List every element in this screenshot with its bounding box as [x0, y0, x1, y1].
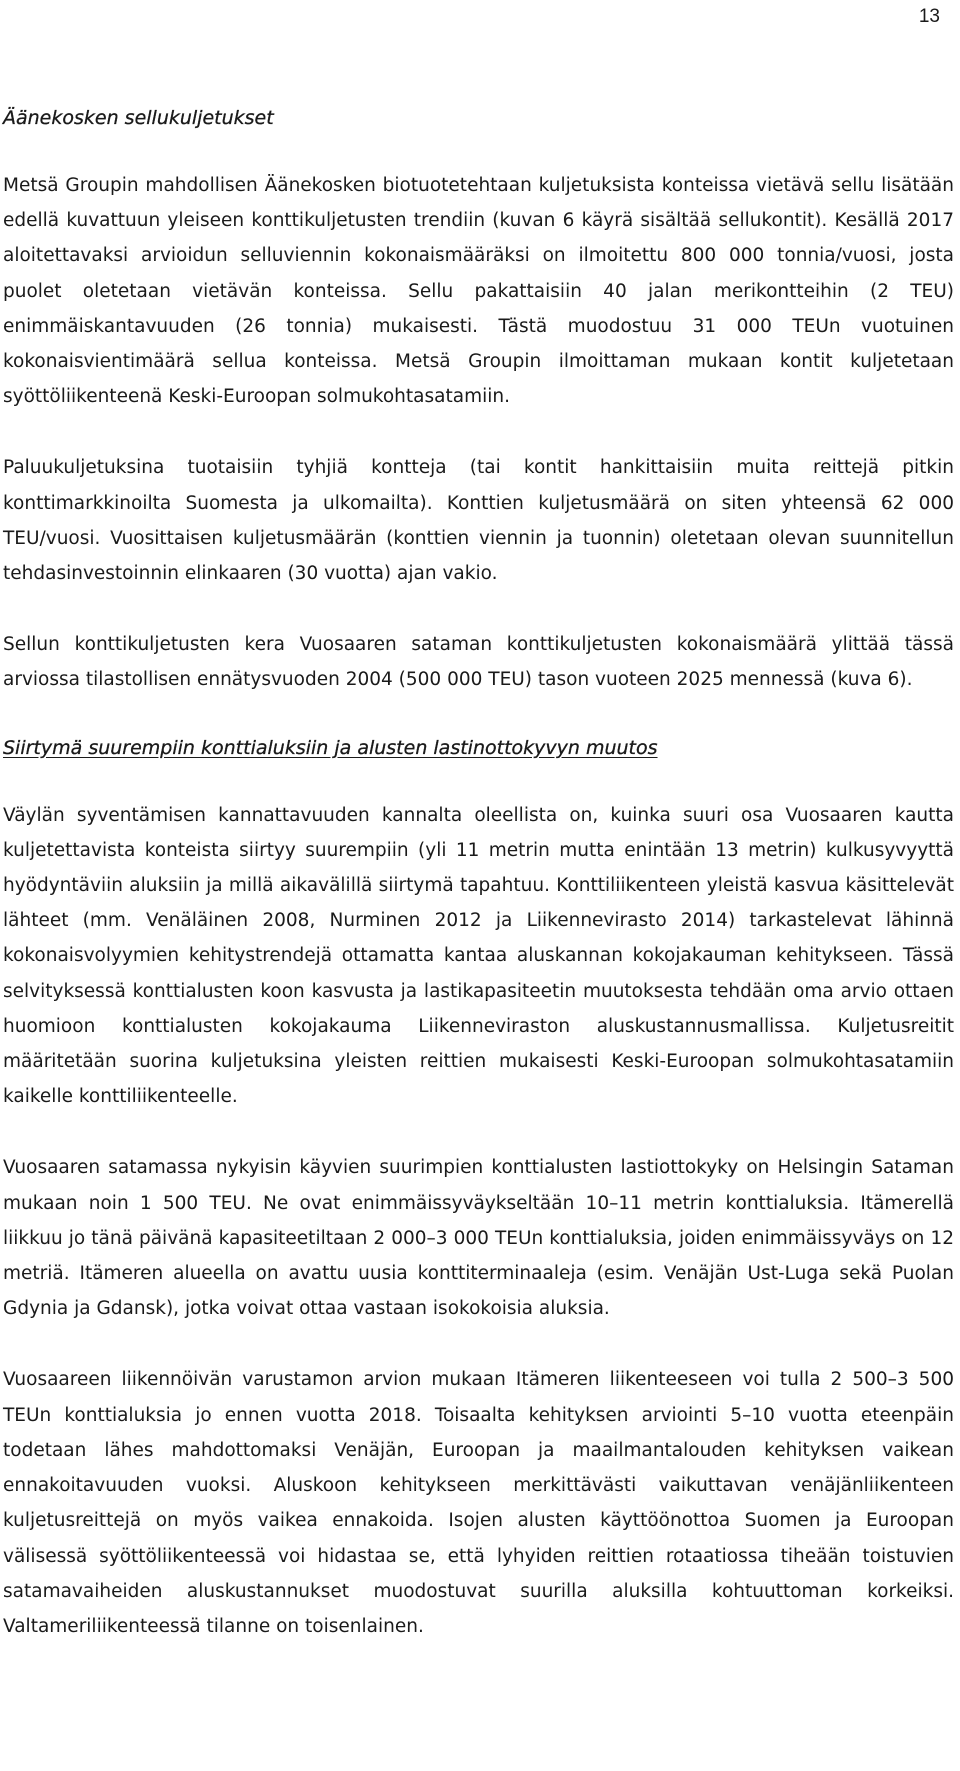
paragraph: Paluukuljetuksina tuotaisiin tyhjiä kontteja (tai kontit hankittaisiin muita reittejä pitkin konttimarkkinoilta Suomesta ja ulkomailta). Konttien kuljetusmäärä on siten yhteensä 62 000 TEU/vuosi. Vuosittaisen kuljetusmäärän (konttien viennin ja tuonnin) oletetaan olevan suunnitellun tehdasinvestoinnin elinkaaren (30 vuotta) ajan vakio.	[3, 457, 954, 585]
paragraph: Vuosaaren satamassa nykyisin käyvien suurimpien konttialusten lastiottokyky on Helsingin Sataman mukaan noin 1 500 TEU. Ne ovat enimmäissyväykseltään 10–11 metrin konttialuksia. Itämerellä liikkuu jo tänä päivänä kapasiteetiltaan 2 000–3 000 TEUn konttialuksia, joiden enimmäissyväys on 12 metriä. Itämeren alueella on avattu uusia konttiterminaaleja (esim. Venäjän Ust-Luga sekä Puolan Gdynia ja Gdansk), jotka voivat ottaa vastaan isokokoisia aluksia.	[3, 1157, 954, 1320]
paragraph: Vuosaareen liikennöivän varustamon arvion mukaan Itämeren liikenteeseen voi tulla 2 500–3 500 TEUn konttialuksia jo ennen vuotta 2018. Toisaalta kehityksen arviointi 5–10 vuotta eteenpäin todetaan lähes mahdottomaksi Venäjän, Euroopan ja maailmantalouden kehityksen vaikean ennakoitavuuden vuoksi. Aluskoon kehitykseen merkittävästi vaikuttavan venäjänliikenteen kuljetusreittejä on myös vaikea ennakoida. Isojen alusten käyttöönottoa Suomen ja Euroopan välisessä syöttöliikenteessä voi hidastaa se, että lyhyiden reittien rotaatiossa tiheään toistuvien satamavaiheiden aluskustannukset muodostuvat suurilla aluksilla kohtuuttoman korkeiksi. Valtameriliikenteessä tilanne on toisenlainen.	[3, 1369, 954, 1637]
section-vessel-size	[3, 734, 954, 1644]
section-heading: Äänekosken sellukuljetukset	[3, 107, 274, 129]
section-heading: Siirtymä suurempiin konttialuksiin ja alusten lastinottokyvyn muutos	[3, 736, 658, 759]
section-aanekoski	[3, 104, 954, 698]
document-body	[3, 104, 954, 1644]
page-number: 13	[918, 6, 940, 27]
paragraph: Väylän syventämisen kannattavuuden kannalta oleellista on, kuinka suuri osa Vuosaaren kautta kuljetettavista konteista siirtyy suurempiin (yli 11 metrin mutta enintään 13 metrin) kulkusyvyyttä hyödyntäviin aluksiin ja millä aikavälillä siirtymä tapahtuu. Konttiliikenteen yleistä kasvua käsittelevät lähteet (mm. Venäläinen 2008, Nurminen 2012 ja Liikennevirasto 2014) tarkastelevat lähinnä kokonaisvolyymien kehitystrendejä ottamatta kantaa aluskannan kokojakauman kehitykseen. Tässä selvityksessä konttialusten koon kasvusta ja lastikapasiteetin muutoksesta tehdään oma arvio ottaen huomioon konttialusten kokojakauma Liikenneviraston aluskustannusmallissa. Kuljetusreitit määritetään suorina kuljetuksina yleisten reittien mukaisesti Keski-Euroopan solmukohtasatamiin kaikelle konttiliikenteelle.	[3, 804, 954, 1108]
paragraph: Sellun konttikuljetusten kera Vuosaaren sataman konttikuljetusten kokonaismäärä ylittää tässä arviossa tilastollisen ennätysvuoden 2004 (500 000 TEU) tason vuoteen 2025 mennessä (kuva 6).	[3, 634, 954, 691]
paragraph: Metsä Groupin mahdollisen Äänekosken biotuotetehtaan kuljetuksista konteissa vietävä sellu lisätään edellä kuvattuun yleiseen konttikuljetusten trendiin (kuvan 6 käyrä sisältää sellukontit). Kesällä 2017 aloitettavaksi arvioidun selluviennin kokonaismääräksi on ilmoitettu 800 000 tonnia/vuosi, josta puolet oletetaan vietävän konteissa. Sellu pakattaisiin 40 jalan merikontteihin (2 TEU) enimmäiskantavuuden (26 tonnia) mukaisesti. Tästä muodostuu 31 000 TEUn vuotuinen kokonaisvientimäärä sellua konteissa. Metsä Groupin ilmoittaman mukaan kontit kuljetetaan syöttöliikenteenä Keski-Euroopan solmukohtasatamiin.	[3, 175, 954, 408]
